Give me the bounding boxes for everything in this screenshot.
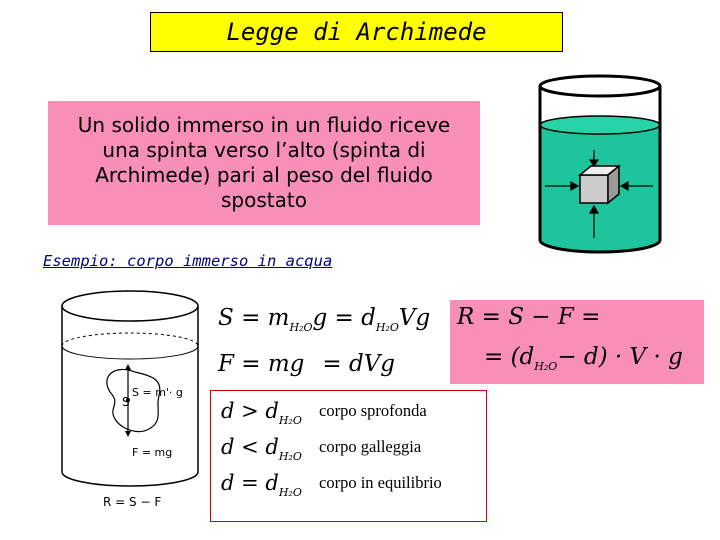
condition-expr: d > d [221,399,279,423]
condition-sub: H₂O [278,486,302,499]
beaker-rim [540,76,660,96]
water-surface [540,116,660,134]
condition-text: corpo sprofonda [319,401,427,420]
weight-equation [218,346,430,382]
condition-row-equilibrium [221,471,442,499]
condition-sub: H₂O [278,450,302,463]
s-eq-sub2: H₂O [375,321,399,334]
resultant-line2 [484,344,683,373]
water-beaker-icon [535,70,665,265]
condition-text: corpo in equilibrio [319,473,442,492]
s-force-label: S = m'· g [132,386,183,399]
s-eq-lhs: S = m [218,305,290,331]
buoyancy-equation [218,300,430,346]
s-eq-sub1: H₂O [289,321,313,334]
definition-text: Un solido immerso in un fluido riceve una spinta verso l’alto (spinta di Archimede) pari al peso del fluido spostato [77,113,451,212]
condition-row-float [221,435,421,463]
submerged-cube-icon [580,166,619,203]
s-eq-mid: g = d [312,305,376,331]
definition-box [48,101,480,225]
condition-sub: H₂O [278,414,302,427]
r-force-label: R = S − F [103,495,162,509]
f-force-label: F = mg [132,446,173,459]
resultant-line2-a: = (d [484,344,535,370]
title-box [150,12,563,52]
force-equations [218,300,430,382]
resultant-line2-sub: H₂O [534,360,558,373]
page-title: Legge di Archimede [226,18,487,46]
condition-text: corpo galleggia [319,437,422,456]
f-eq-lhs: F = mg [218,351,305,377]
resultant-line2-b: − d) · V · g [557,344,683,370]
s-letter-label: S [122,395,130,409]
condition-expr: d = d [221,471,279,495]
resultant-box [450,300,704,384]
container-diagram-icon [55,284,210,516]
s-eq-rhs: Vg [398,305,431,331]
immersed-body [107,369,160,431]
resultant-line1: R = S − F = [457,304,601,330]
condition-expr: d < d [221,435,279,459]
density-comparison-box [210,390,487,522]
example-heading: Esempio: corpo immerso in acqua [43,252,333,270]
condition-row-sink [221,399,427,427]
f-eq-rhs: = dVg [322,351,396,377]
